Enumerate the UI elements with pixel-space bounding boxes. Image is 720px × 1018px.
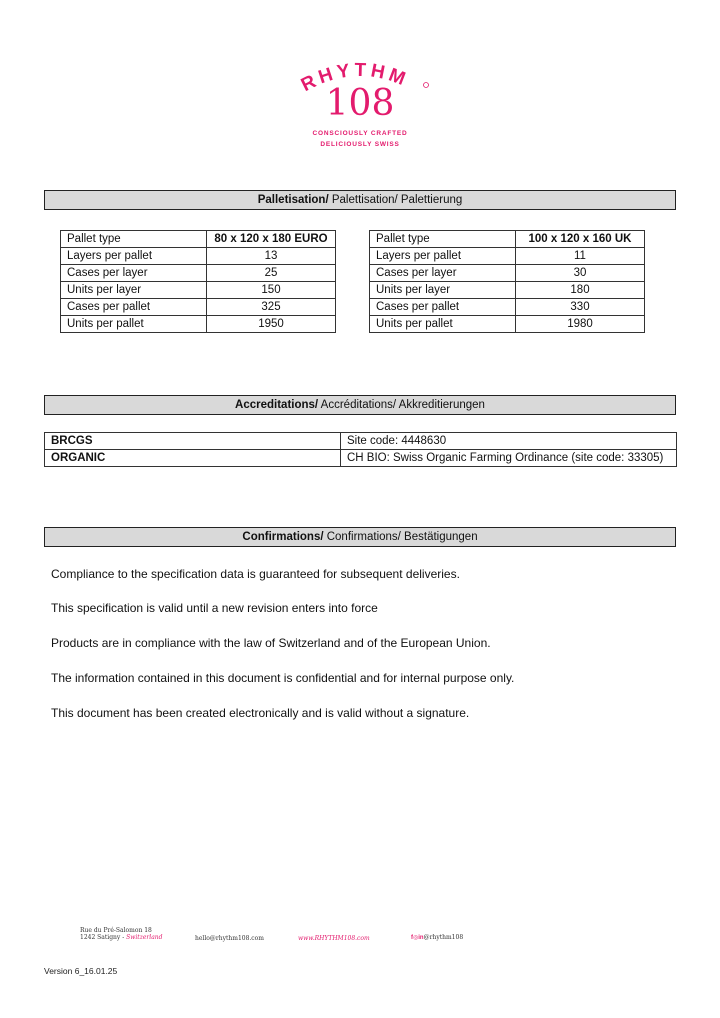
footer-website[interactable]: www.RHYTHM108.com [298, 935, 370, 942]
brand-number: 108 [325, 83, 395, 124]
table-cell: Units per layer [61, 282, 207, 299]
table-row [61, 299, 336, 316]
accreditations-heading: Accreditations/ Accréditations/ Akkreditierungen [44, 395, 676, 415]
confirmation-line: This document has been created electronically and is valid without a signature. [51, 706, 470, 720]
palletisation-heading: Palletisation/ Palettisation/ Palettierung [44, 190, 676, 210]
table-cell: 13 [207, 248, 336, 265]
confirmation-line: This specification is valid until a new revision enters into force [51, 601, 378, 615]
table-row [370, 299, 645, 316]
registered-icon [424, 83, 429, 88]
table-row [370, 231, 645, 248]
table-cell: CH BIO: Swiss Organic Farming Ordinance (site code: 33305) [341, 450, 677, 467]
table-cell: 30 [516, 265, 645, 282]
footer-social: f◎in@rhythm108 [411, 934, 464, 941]
table-cell: Layers per pallet [370, 248, 516, 265]
pallet-table-euro [60, 230, 336, 333]
table-cell: 180 [516, 282, 645, 299]
table-row [45, 450, 677, 467]
table-cell: Site code: 4448630 [341, 433, 677, 450]
version-label: Version 6_16.01.25 [44, 966, 118, 976]
table-cell: Cases per pallet [61, 299, 207, 316]
table-cell: Pallet type [370, 231, 516, 248]
table-cell: Layers per pallet [61, 248, 207, 265]
confirmations-heading: Confirmations/ Confirmations/ Bestätigungen [44, 527, 676, 547]
table-cell: Units per pallet [61, 316, 207, 333]
accreditations-table [44, 432, 677, 467]
table-cell: 80 x 120 x 180 EURO [207, 231, 336, 248]
table-cell: Cases per layer [370, 265, 516, 282]
confirmation-line: Products are in compliance with the law of Switzerland and of the European Union. [51, 636, 491, 650]
table-cell: Cases per pallet [370, 299, 516, 316]
table-row [45, 433, 677, 450]
facebook-icon[interactable]: f [411, 935, 413, 941]
instagram-icon[interactable]: ◎ [413, 934, 419, 941]
table-row [61, 231, 336, 248]
table-row [370, 248, 645, 265]
table-cell: 150 [207, 282, 336, 299]
brand-tagline-1: CONSCIOUSLY CRAFTED [312, 130, 408, 137]
table-row [61, 282, 336, 299]
table-row [61, 316, 336, 333]
table-cell: ORGANIC [45, 450, 341, 467]
table-cell: 1980 [516, 316, 645, 333]
table-cell: 25 [207, 265, 336, 282]
table-cell: 11 [516, 248, 645, 265]
pallet-table-uk [369, 230, 645, 333]
table-row [61, 265, 336, 282]
footer-email[interactable]: hello@rhythm108.com [195, 935, 264, 942]
table-row [61, 248, 336, 265]
brand-tagline-2: DELICIOUSLY SWISS [320, 141, 400, 148]
table-cell: Cases per layer [61, 265, 207, 282]
table-cell: 330 [516, 299, 645, 316]
table-cell: Units per pallet [370, 316, 516, 333]
brand-logo [280, 55, 440, 150]
table-cell: 1950 [207, 316, 336, 333]
confirmation-line: Compliance to the specification data is guaranteed for subsequent deliveries. [51, 567, 460, 581]
table-cell: 100 x 120 x 160 UK [516, 231, 645, 248]
table-cell: Pallet type [61, 231, 207, 248]
table-row [370, 282, 645, 299]
rhythm108-logo-mark [280, 55, 440, 127]
confirmation-line: The information contained in this document is confidential and for internal purpose only. [51, 671, 515, 685]
table-cell: BRCGS [45, 433, 341, 450]
linkedin-icon[interactable]: in [418, 935, 424, 941]
table-cell: 325 [207, 299, 336, 316]
footer-address: Rue du Pré-Salomon 18 1242 Satigny - Switzerland [80, 927, 163, 941]
table-cell: Units per layer [370, 282, 516, 299]
table-row [370, 265, 645, 282]
table-row [370, 316, 645, 333]
brand-name: RHYTHM [297, 59, 412, 97]
